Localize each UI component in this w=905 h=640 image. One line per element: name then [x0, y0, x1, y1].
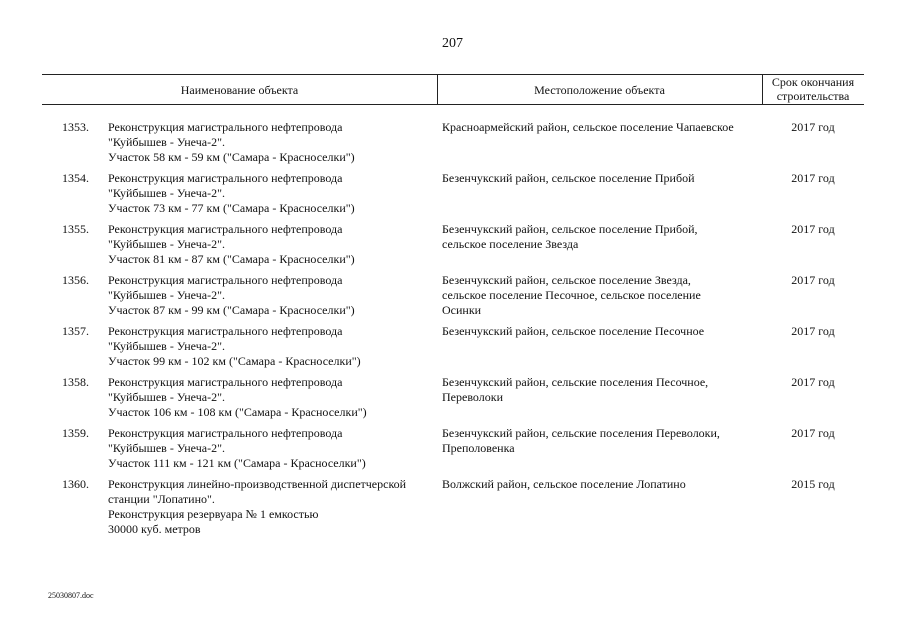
column-header-due-line2: строительства: [776, 89, 850, 103]
object-location-line: Безенчукский район, сельское поселение Прибой: [442, 171, 695, 185]
object-name-line: Реконструкция магистрального нефтепровода: [108, 426, 343, 440]
object-name-line: Реконструкция магистрального нефтепровода: [108, 171, 343, 185]
object-location: [442, 171, 760, 186]
object-location-line: Осинки: [442, 303, 482, 317]
object-name-line: 30000 куб. метров: [108, 522, 201, 536]
object-location-line: Преполовенка: [442, 441, 515, 455]
row-number: 1360.: [62, 477, 89, 491]
object-location-line: Безенчукский район, сельские поселения Песочное,: [442, 375, 709, 389]
object-location: [442, 477, 760, 492]
object-name: [108, 477, 438, 537]
column-header-due: [762, 75, 864, 103]
row-number: 1359.: [62, 426, 89, 440]
object-name-line: Участок 99 км - 102 км ("Самара - Красноселки"): [108, 354, 361, 368]
object-location-line: сельское поселение Песочное, сельское поселение: [442, 288, 701, 302]
header-top-rule: [42, 74, 864, 75]
object-location-line: Безенчукский район, сельские поселения Переволоки,: [442, 426, 720, 440]
column-header-location: Местоположение объекта: [534, 83, 665, 97]
object-name-line: Реконструкция магистрального нефтепровода: [108, 375, 343, 389]
object-location: [442, 273, 760, 318]
object-location: [442, 375, 760, 405]
object-name-line: Реконструкция магистрального нефтепровода: [108, 324, 343, 338]
object-name-line: Реконструкция магистрального нефтепровода: [108, 120, 343, 134]
page-number: 207: [442, 36, 463, 51]
object-name: [108, 324, 438, 369]
object-location: [442, 426, 760, 456]
completion-year: 2017 год: [791, 120, 835, 134]
object-name-line: "Куйбышев - Унеча-2".: [108, 441, 225, 455]
row-number: 1357.: [62, 324, 89, 338]
object-name-line: Реконструкция резервуара № 1 емкостью: [108, 507, 319, 521]
object-name-line: станции "Лопатино".: [108, 492, 215, 506]
row-number: 1355.: [62, 222, 89, 236]
object-name-line: "Куйбышев - Унеча-2".: [108, 339, 225, 353]
object-location: [442, 120, 760, 135]
object-location-line: Волжский район, сельское поселение Лопатино: [442, 477, 686, 491]
column-header-due-line1: Срок окончания: [771, 75, 855, 89]
object-location-line: Переволоки: [442, 390, 503, 404]
object-name-line: Участок 111 км - 121 км ("Самара - Красноселки"): [108, 456, 366, 470]
object-location-line: Безенчукский район, сельское поселение Песочное: [442, 324, 705, 338]
object-name-line: Реконструкция линейно-производственной диспетчерской: [108, 477, 407, 491]
completion-year: 2017 год: [791, 324, 835, 338]
object-name-line: "Куйбышев - Унеча-2".: [108, 390, 225, 404]
object-name: [108, 426, 438, 471]
object-location-line: Безенчукский район, сельское поселение Звезда,: [442, 273, 691, 287]
object-name-line: Реконструкция магистрального нефтепровода: [108, 273, 343, 287]
row-number: 1358.: [62, 375, 89, 389]
object-location-line: сельское поселение Звезда: [442, 237, 579, 251]
object-name-line: "Куйбышев - Унеча-2".: [108, 237, 225, 251]
object-name-line: "Куйбышев - Унеча-2".: [108, 135, 225, 149]
object-name: [108, 222, 438, 267]
completion-year: 2017 год: [791, 171, 835, 185]
object-name-line: Реконструкция магистрального нефтепровода: [108, 222, 343, 236]
object-name-line: Участок 106 км - 108 км ("Самара - Красноселки"): [108, 405, 367, 419]
completion-year: 2017 год: [791, 273, 835, 287]
column-header-name: Наименование объекта: [180, 83, 299, 97]
object-name-line: Участок 73 км - 77 км ("Самара - Красноселки"): [108, 201, 355, 215]
object-name: [108, 120, 438, 165]
object-location: [442, 324, 760, 339]
row-number: 1353.: [62, 120, 89, 134]
object-name-line: "Куйбышев - Унеча-2".: [108, 288, 225, 302]
completion-year: 2015 год: [791, 477, 835, 491]
object-name-line: "Куйбышев - Унеча-2".: [108, 186, 225, 200]
completion-year: 2017 год: [791, 426, 835, 440]
footer-filename: 25030807.doc: [48, 591, 94, 600]
row-number: 1356.: [62, 273, 89, 287]
object-name-line: Участок 58 км - 59 км ("Самара - Красноселки"): [108, 150, 355, 164]
object-location-line: Красноармейский район, сельское поселение Чапаевское: [442, 120, 734, 134]
completion-year: 2017 год: [791, 375, 835, 389]
object-location-line: Безенчукский район, сельское поселение Прибой,: [442, 222, 698, 236]
object-name: [108, 375, 438, 420]
object-name: [108, 171, 438, 216]
row-number: 1354.: [62, 171, 89, 185]
object-location: [442, 222, 760, 252]
header-bottom-rule: [42, 104, 864, 105]
object-name-line: Участок 81 км - 87 км ("Самара - Красноселки"): [108, 252, 355, 266]
completion-year: 2017 год: [791, 222, 835, 236]
object-name: [108, 273, 438, 318]
object-name-line: Участок 87 км - 99 км ("Самара - Красноселки"): [108, 303, 355, 317]
